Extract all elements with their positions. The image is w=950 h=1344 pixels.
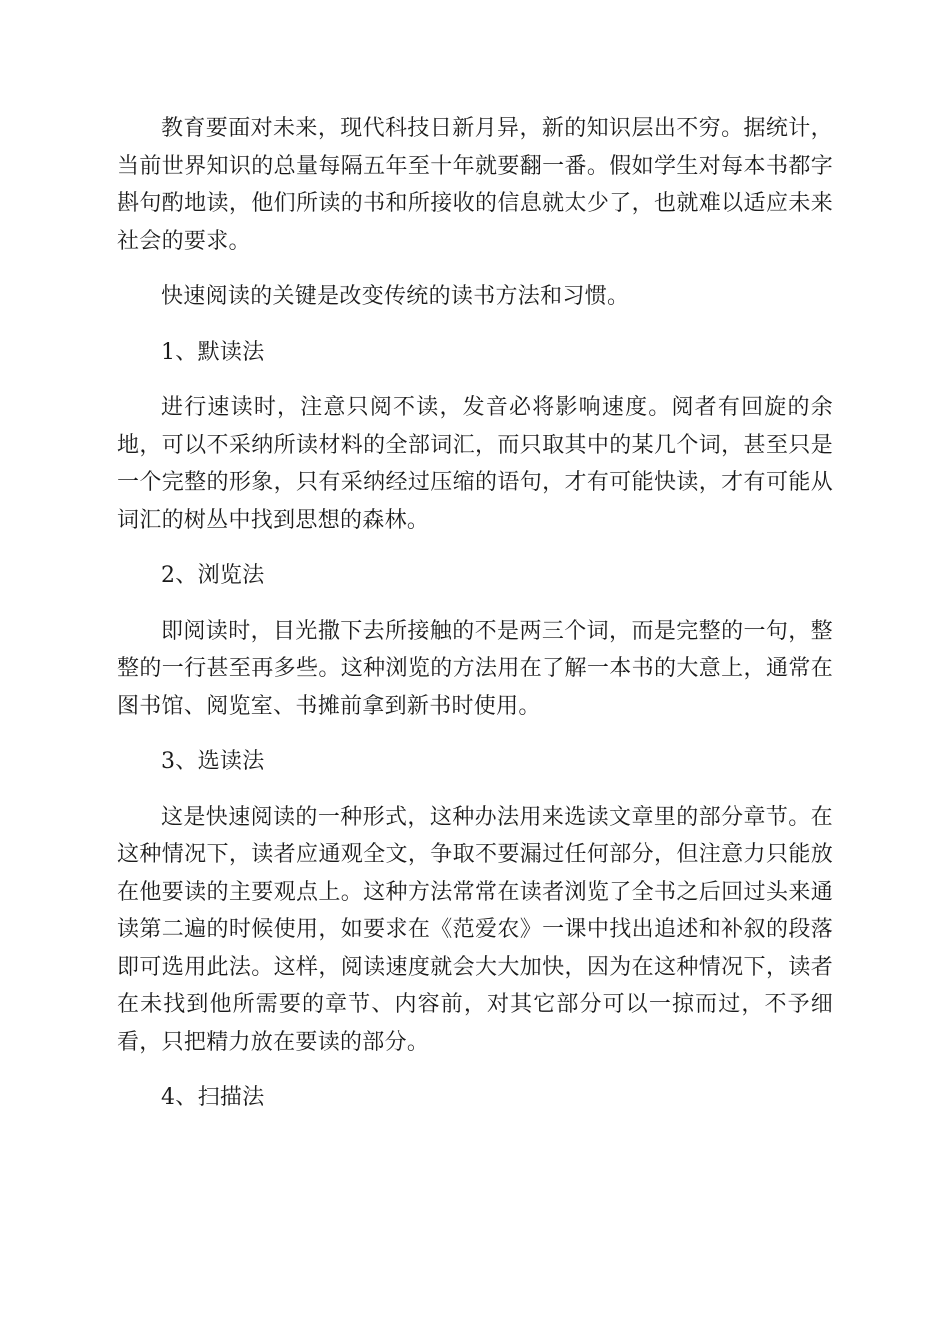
- paragraph-intro: 教育要面对未来，现代科技日新月异，新的知识层出不穷。据统计，当前世界知识的总量每隔五年至十年就要翻一番。假如学生对每本书都字斟句酌地读，他们所读的书和所接收的信息就太少了，也就难以适应未来社会的要求。: [117, 116, 833, 254]
- document-page: [117, 110, 833, 1135]
- paragraph-silent-reading: 进行速读时，注意只阅不读，发音必将影响速度。阅者有回旋的余地，可以不采纳所读材料的全部词汇，而只取其中的某几个词，甚至只是一个完整的形象，只有采纳经过压缩的语句，才有可能快读，才有可能从词汇的树丛中找到思想的森林。: [117, 395, 833, 533]
- paragraph-selective-reading: 这是快速阅读的一种形式，这种办法用来选读文章里的部分章节。在这种情况下，读者应通观全文，争取不要漏过任何部分，但注意力只能放在他要读的主要观点上。这种方法常常在读者浏览了全书之后回过头来通读第二遍的时候使用，如要求在《范爱农》一课中找出追述和补叙的段落即可选用此法。这样，阅读速度就会大大加快，因为在这种情况下，读者在未找到他所需要的章节、内容前，对其它部分可以一掠而过，不予细看，只把精力放在要读的部分。: [117, 804, 833, 1055]
- section-heading-silent-reading: 1、默读法: [161, 339, 265, 365]
- paragraph-browsing: 即阅读时，目光撒下去所接触的不是两三个词，而是完整的一句，整整的一行甚至再多些。这种浏览的方法用在了解一本书的大意上，通常在图书馆、阅览室、书摊前拿到新书时使用。: [117, 618, 833, 719]
- paragraph-key-point: 快速阅读的关键是改变传统的读书方法和习惯。: [161, 284, 630, 309]
- section-heading-selective-reading: 3、选读法: [161, 749, 265, 774]
- section-heading-scanning: 4、扫描法: [161, 1085, 265, 1110]
- section-heading-browsing: 2、浏览法: [161, 563, 265, 588]
